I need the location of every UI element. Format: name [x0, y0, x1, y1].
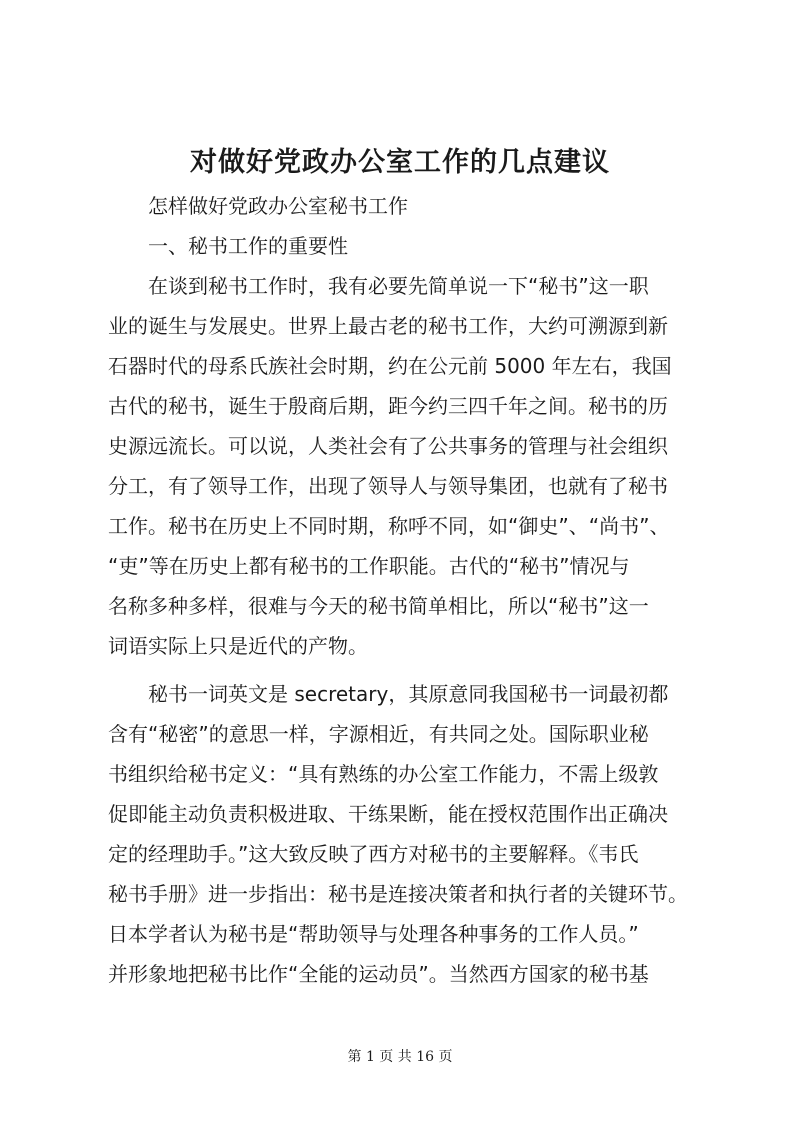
body-line: 分工，有了领导工作，出现了领导人与领导集团，也就有了秘书: [108, 474, 668, 498]
section-heading: 一、秘书工作的重要性: [148, 234, 348, 258]
body-line: 促即能主动负责积极进取、干练果断，能在授权范围作出正确决: [108, 802, 668, 826]
page-number: 第 1 页 共 16 页: [347, 1049, 453, 1065]
body-line: “吏”等在历史上都有秘书的工作职能。古代的“秘书”情况与: [108, 554, 630, 578]
body-line: 定的经理助手。”这大致反映了西方对秘书的主要解释。《韦氏: [108, 842, 639, 866]
body-line: 石器时代的母系氏族社会时期，约在公元前 5000 年左右，我国: [108, 354, 672, 378]
body-line: 业的诞生与发展史。世界上最古老的秘书工作，大约可溯源到新: [108, 314, 668, 338]
body-line: 名称多种多样，很难与今天的秘书简单相比，所以“秘书”这一: [108, 594, 649, 618]
subtitle-line: 怎样做好党政办公室秘书工作: [148, 194, 408, 218]
body-line: 在谈到秘书工作时，我有必要先简单说一下“秘书”这一职: [148, 274, 649, 298]
document-title: 对做好党政办公室工作的几点建议: [190, 147, 610, 178]
body-line: 秘书手册》进一步指出：秘书是连接决策者和执行者的关键环节。: [108, 882, 688, 906]
body-line: 词语实际上只是近代的产物。: [108, 634, 368, 658]
body-line: 古代的秘书，诞生于殷商后期，距今约三四千年之间。秘书的历: [108, 394, 668, 418]
body-line: 书组织给秘书定义：“具有熟练的办公室工作能力，不需上级敦: [108, 762, 659, 786]
body-line: 秘书一词英文是 secretary，其原意同我国秘书一词最初都: [148, 682, 669, 706]
body-line: 含有“秘密”的意思一样，字源相近，有共同之处。国际职业秘: [108, 722, 649, 746]
body-line: 史源远流长。可以说，人类社会有了公共事务的管理与社会组织: [108, 434, 668, 458]
body-line: 并形象地把秘书比作“全能的运动员”。当然西方国家的秘书基: [108, 962, 649, 986]
body-line: 日本学者认为秘书是“帮助领导与处理各种事务的工作人员。”: [108, 922, 639, 946]
body-line: 工作。秘书在历史上不同时期，称呼不同，如“御史”、“尚书”、: [108, 514, 670, 538]
